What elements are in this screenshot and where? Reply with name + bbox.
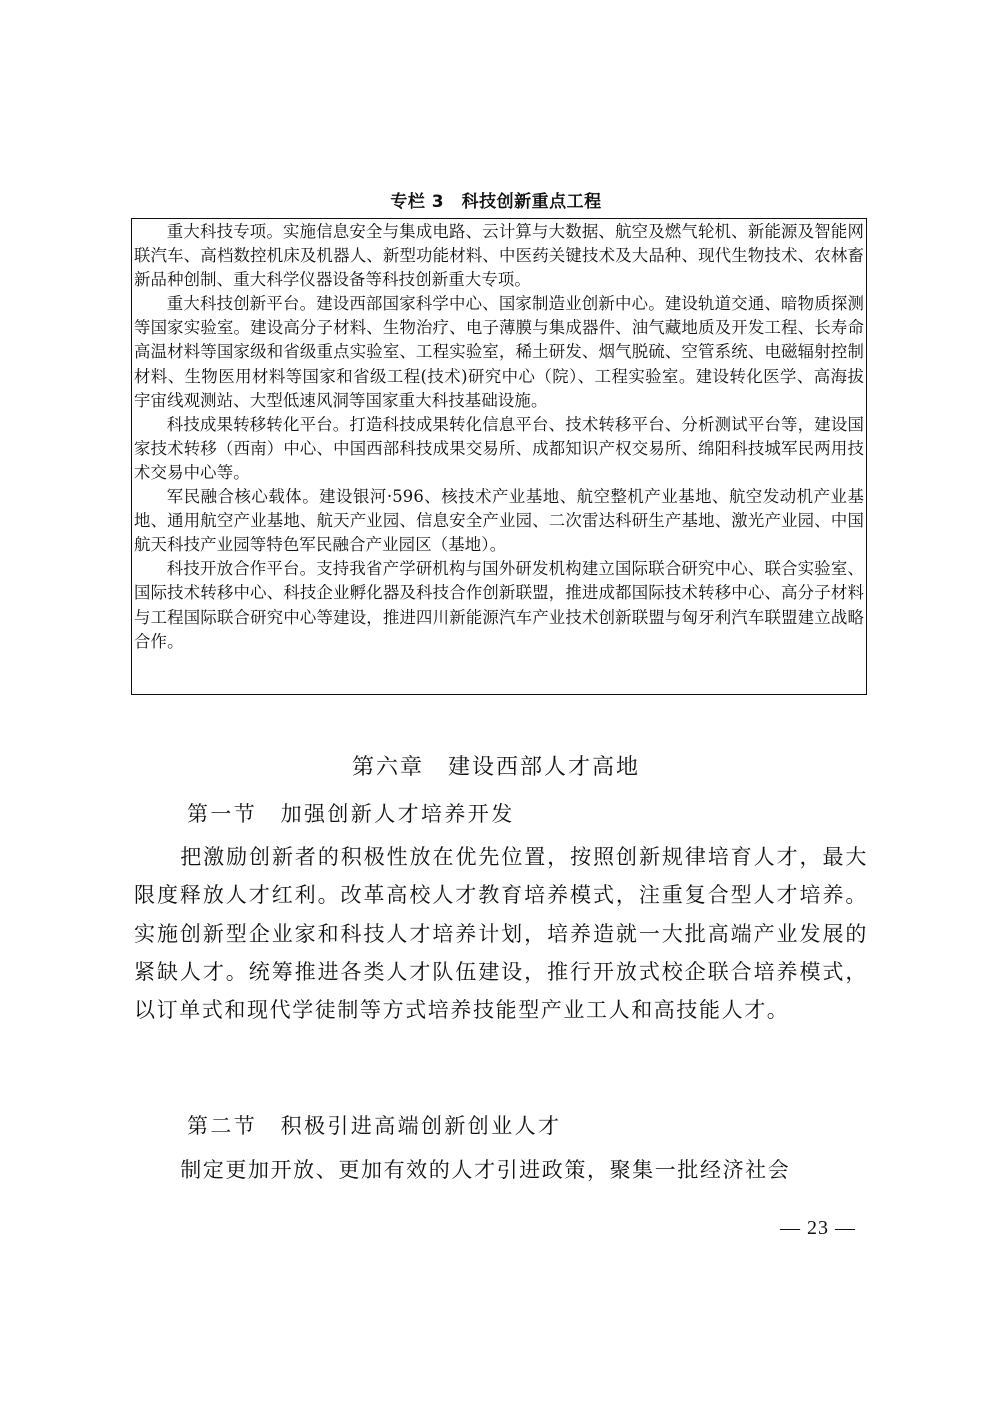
box-paragraph-open-cooperation: 科技开放合作平台。支持我省产学研机构与国外研发机构建立国际联合研究中心、联合实验室、国际技术转移中心、科技企业孵化器及科技合作创新联盟，推进成都国际技术转移中心、高分子材料与工程国际联合研究中心等建设，推进四川新能源汽车产业技术创新联盟与匈牙利汽车联盟建立战略合作。 <box>134 559 864 651</box>
chapter-title: 第六章 建设西部人才高地 <box>351 755 640 780</box>
box-title: 专栏 3 科技创新重点工程 <box>390 192 602 212</box>
box-paragraph-major-projects: 重大科技专项。实施信息安全与集成电路、云计算与大数据、航空及燃气轮机、新能源及智能网联汽车、高档数控机床及机器人、新型功能材料、中医药关键技术及大品种、现代生物技术、农林畜新品种创制、重大科学仪器设备等科技创新重大专项。 <box>134 222 864 290</box>
box-paragraph-innovation-platforms: 重大科技创新平台。建设西部国家科学中心、国家制造业创新中心。建设轨道交通、暗物质探测等国家实验室。建设高分子材料、生物治疗、电子薄膜与集成器件、油气藏地质及开发工程、长寿命高温材料等国家级和省级重点实验室、工程实验室，稀土研发、烟气脱硫、空管系统、电磁辐射控制材料、生物医用材料等国家和省级工程(技术)研究中心（院）、工程实验室。建设转化医学、高海拔宇宙线观测站、大型低速风洞等国家重大科技基础设施。 <box>134 294 864 410</box>
box-paragraph-civil-military: 军民融合核心载体。建设银河·596、核技术产业基地、航空整机产业基地、航空发动机产业基地、通用航空产业基地、航天产业园、信息安全产业园、二次雷达科研生产基地、激光产业园、中国航天科技产业园等特色军民融合产业园区（基地）。 <box>134 487 864 555</box>
page-number: — 23 — <box>780 1217 856 1239</box>
section-body-2: 制定更加开放、更加有效的人才引进政策，聚集一批经济社会 <box>180 1158 791 1182</box>
section-body-1: 把激励创新者的积极性放在优先位置，按照创新规律培育人才，最大限度释放人才红利。改革高校人才教育培养模式，注重复合型人才培养。实施创新型企业家和科技人才培养计划，培养造就一大批高端产业发展的紧缺人才。统筹推进各类人才队伍建设，推行开放式校企联合培养模式，以订单式和现代学徒制等方式培养技能型产业工人和高技能人才。 <box>134 845 868 1023</box>
section-title-2: 第二节 积极引进高端创新创业人才 <box>187 1114 562 1138</box>
box-paragraph-tech-transfer: 科技成果转移转化平台。打造科技成果转化信息平台、技术转移平台、分析测试平台等，建设国家技术转移（西南）中心、中国西部科技成果交易所、成都知识产权交易所、绵阳科技城军民两用技术交易中心等。 <box>134 414 864 482</box>
feature-box <box>131 218 867 695</box>
section-title-1: 第一节 加强创新人才培养开发 <box>187 802 515 826</box>
